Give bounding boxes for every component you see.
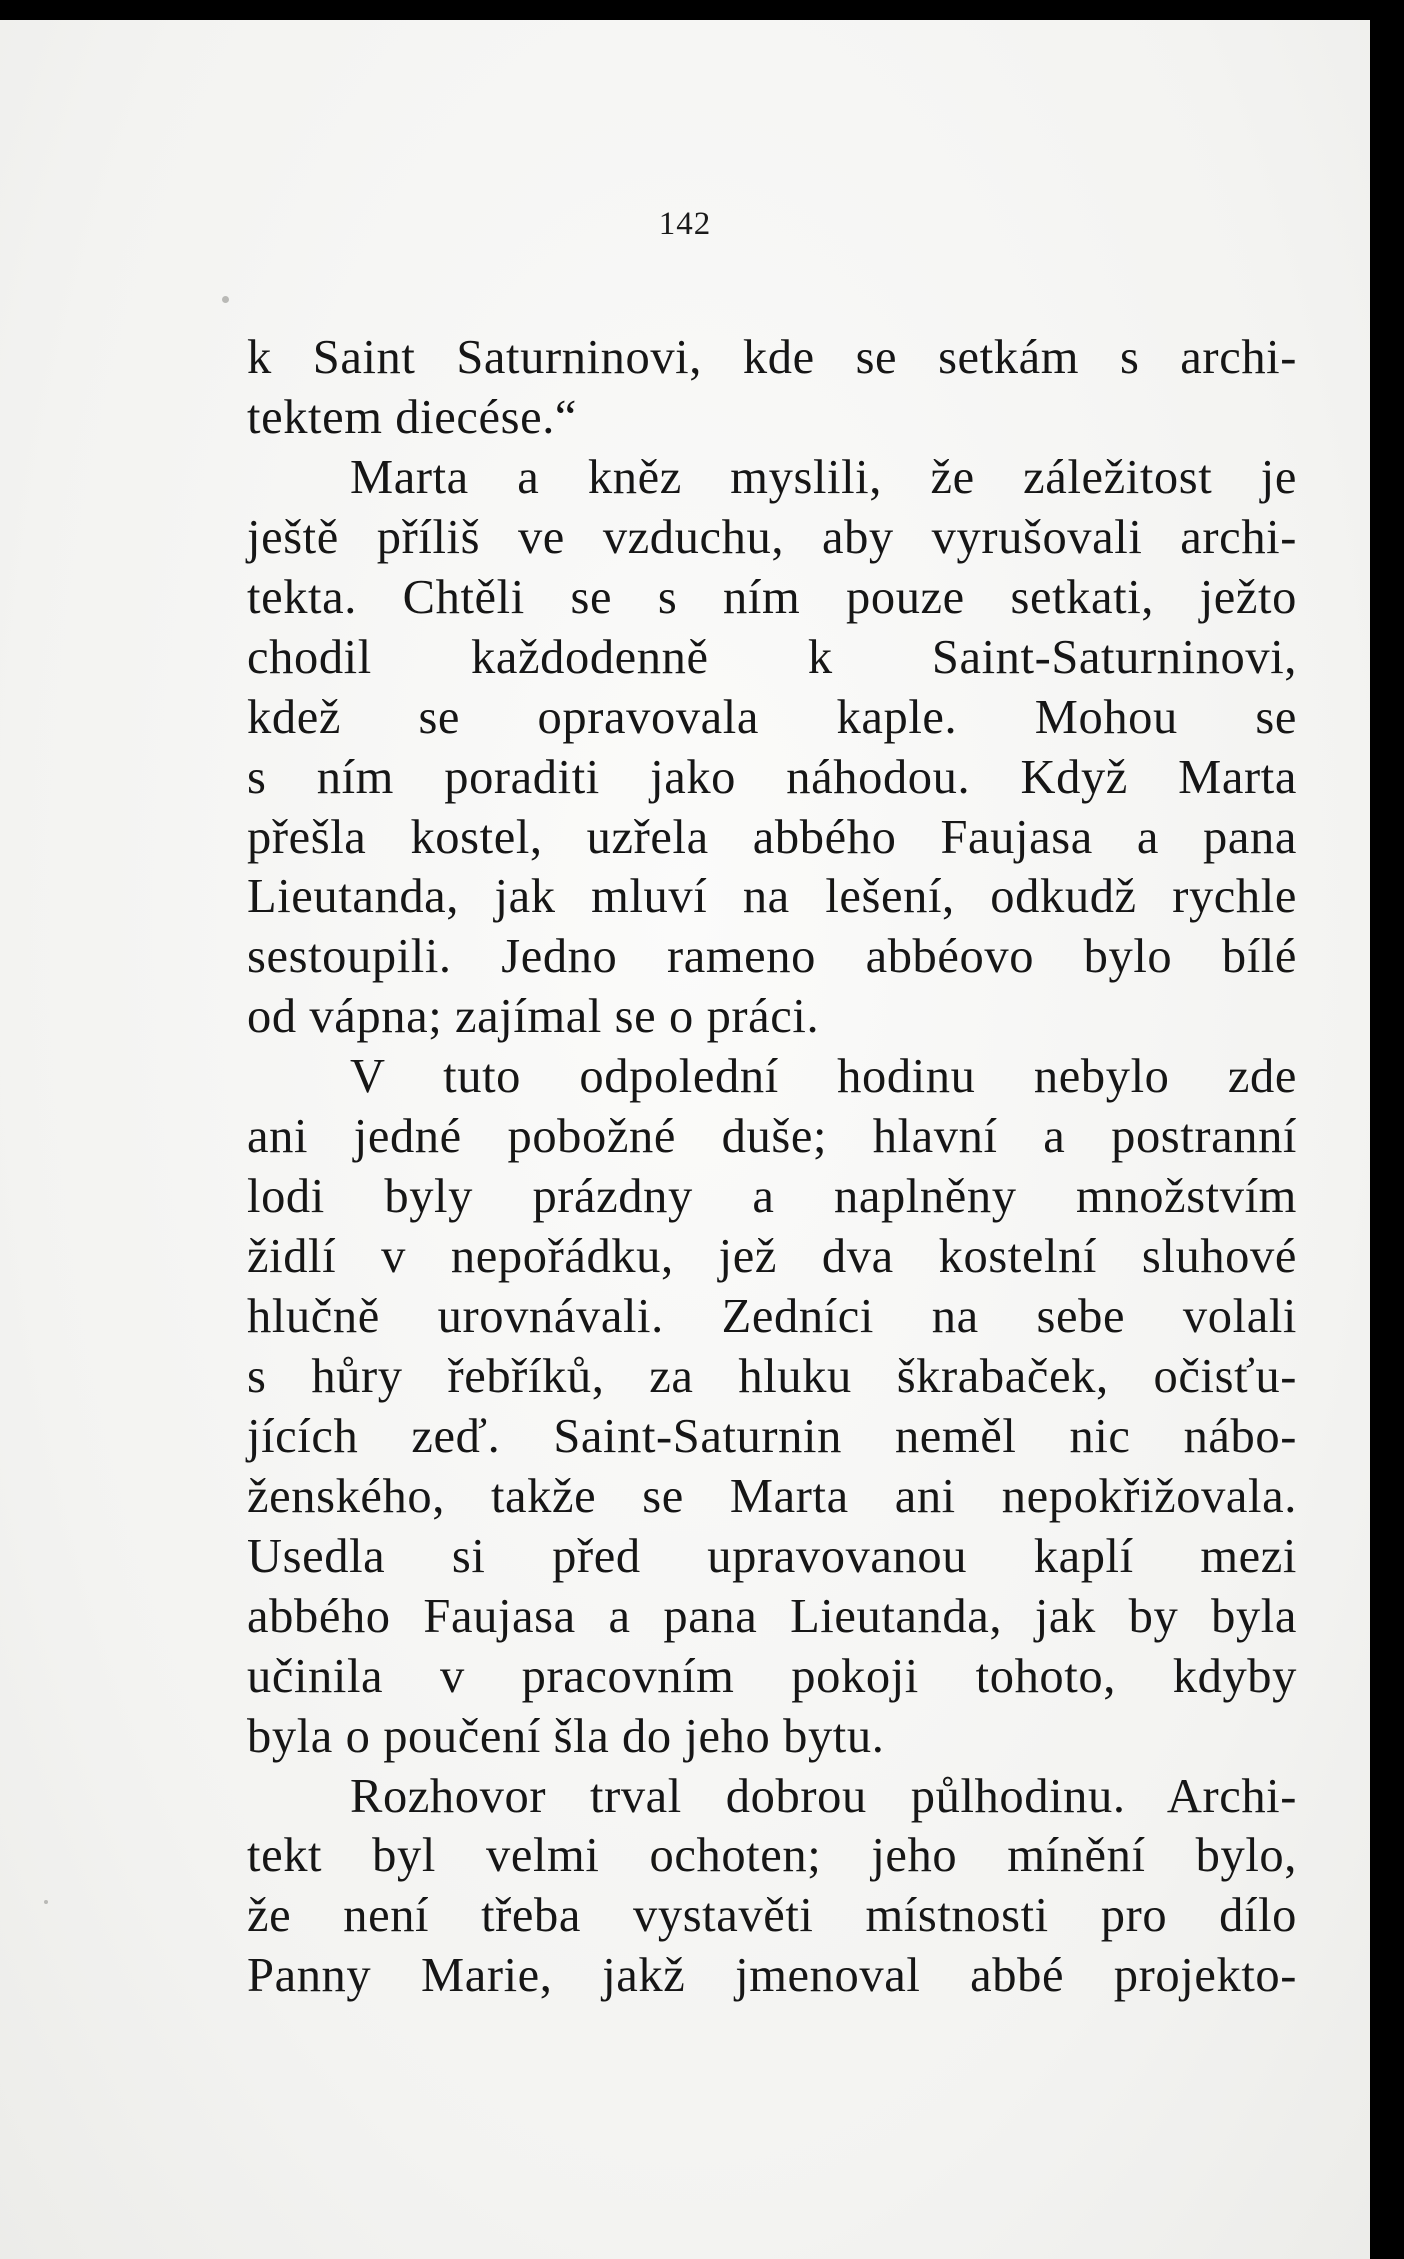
text-line: s hůry řebříků, za hluku škrabaček, očisťu- [247, 1349, 1297, 1403]
text-line: Rozhovor trval dobrou půlhodinu. Archi- [350, 1769, 1297, 1823]
text-line: sestoupili. Jedno rameno abbéovo bylo bílé [247, 930, 1297, 984]
ink-speck [222, 296, 229, 303]
ink-speck [44, 1900, 48, 1904]
text-line: hlučně urovnávali. Zedníci na sebe volali [247, 1290, 1297, 1343]
text-line: ani jedné pobožné duše; hlavní a postranní [247, 1110, 1297, 1164]
book-page [0, 20, 1370, 2259]
text-line: že není třeba vystavěti místnosti pro dílo [247, 1889, 1297, 1943]
text-line: kdež se opravovala kaple. Mohou se [247, 690, 1297, 744]
text-line: jících zeď. Saint-Saturnin neměl nic nábo- [247, 1409, 1297, 1463]
text-line: Panny Marie, jakž jmenoval abbé projekto- [247, 1949, 1297, 2003]
text-line: ženského, takže se Marta ani nepokřižovala. [247, 1469, 1297, 1523]
text-line: tekta. Chtěli se s ním pouze setkati, ježto [247, 570, 1297, 624]
text-line: židlí v nepořádku, jež dva kostelní sluhové [247, 1230, 1297, 1284]
text-line: V tuto odpolední hodinu nebylo zde [350, 1050, 1297, 1104]
text-line: s ním poraditi jako náhodou. Když Marta [247, 750, 1297, 804]
text-line: k Saint Saturninovi, kde se setkám s archi- [247, 331, 1297, 384]
text-line: Usedla si před upravovanou kaplí mezi [247, 1529, 1297, 1583]
page-number: 142 [658, 206, 712, 242]
text-line: Marta a kněz myslili, že záležitost je [350, 450, 1297, 504]
text-line: chodil každodenně k Saint-Saturninovi, [247, 630, 1297, 684]
text-line: přešla kostel, uzřela abbého Faujasa a pana [247, 810, 1297, 864]
text-line: tektem diecése.“ [247, 390, 578, 444]
text-line: ještě příliš ve vzduchu, aby vyrušovali archi- [247, 510, 1297, 564]
text-line: od vápna; zajímal se o práci. [247, 990, 820, 1044]
body-text [247, 328, 1297, 2006]
text-line: abbého Faujasa a pana Lieutanda, jak by byla [247, 1589, 1297, 1643]
text-line: Lieutanda, jak mluví na lešení, odkudž rychle [247, 870, 1297, 924]
text-line: lodi byly prázdny a naplněny množstvím [247, 1170, 1297, 1224]
text-line: tekt byl velmi ochoten; jeho mínění bylo, [247, 1829, 1297, 1883]
text-line: byla o poučení šla do jeho bytu. [247, 1709, 885, 1763]
text-line: učinila v pracovním pokoji tohoto, kdyby [247, 1649, 1297, 1703]
